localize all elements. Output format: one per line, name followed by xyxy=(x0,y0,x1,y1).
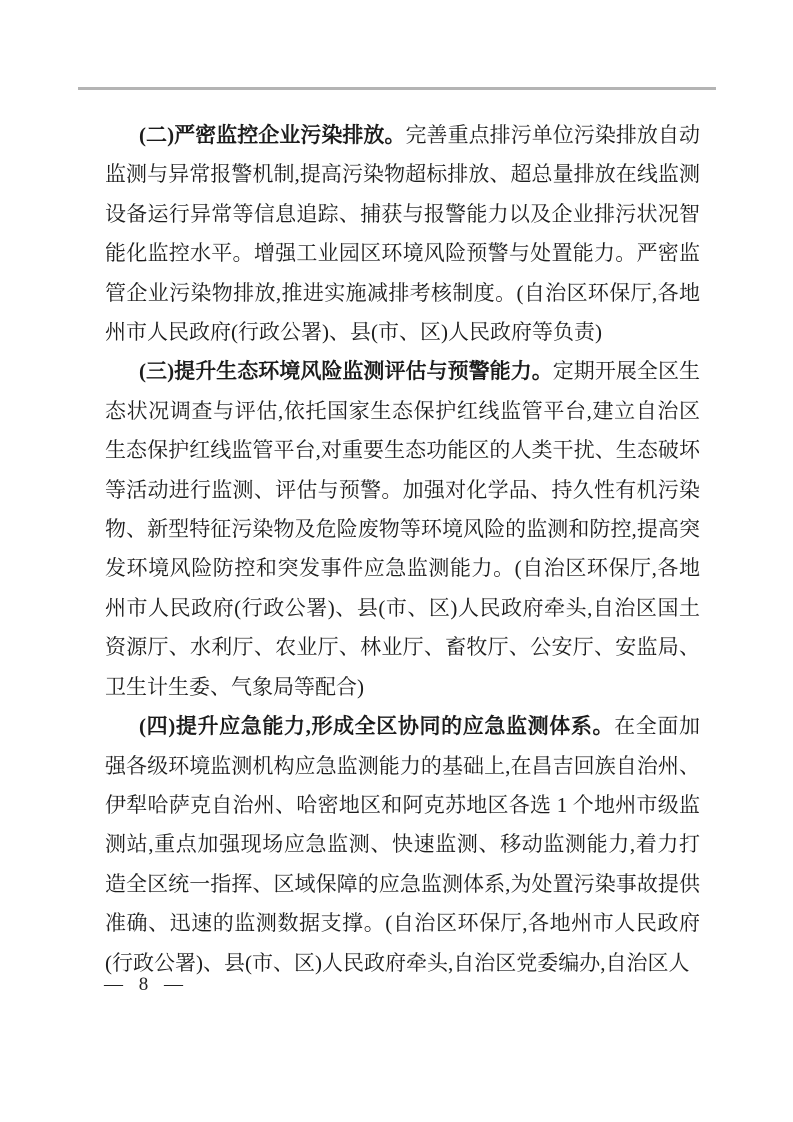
header-rule xyxy=(78,87,716,90)
paragraph-lead: (三)提升生态环境风险监测评估与预警能力。 xyxy=(139,359,553,384)
document-body xyxy=(105,116,700,983)
paragraph-lead: (四)提升应急能力,形成全区协同的应急监测体系。 xyxy=(139,714,615,739)
paragraph xyxy=(105,707,700,983)
paragraph-text: 在全面加强各级环境监测机构应急监测能力的基础上,在昌吉回族自治州、伊犁哈萨克自治州、哈密地区和阿克苏地区各选 1 个地州市级监测站,重点加强现场应急监测、快速监测、移动监测能力,着力打造全区统一指挥、区域保障的应急监测体系,为处置污染事故提供准确、迅速的监测数据支撑。(自治区环保厅,各地州市人民政府(行政公署)、县(市、区)人民政府牵头,自治区党委编办,自治区人 xyxy=(105,714,700,975)
paragraph-text: 定期开展全区生态状况调查与评估,依托国家生态保护红线监管平台,建立自治区生态保护红线监管平台,对重要生态功能区的人类干扰、生态破坏等活动进行监测、评估与预警。加强对化学品、持久性有机污染物、新型特征污染物及危险废物等环境风险的监测和防控,提高突发环境风险防控和突发事件应急监测能力。(自治区环保厅,各地州市人民政府(行政公署)、县(市、区)人民政府牵头,自治区国土资源厅、水利厅、农业厅、林业厅、畜牧厅、公安厅、安监局、卫生计生委、气象局等配合) xyxy=(105,359,700,699)
paragraph-text: 完善重点排污单位污染排放自动监测与异常报警机制,提高污染物超标排放、超总量排放在线监测设备运行异常等信息追踪、捕获与报警能力以及企业排污状况智能化监控水平。增强工业园区环境风险预警与处置能力。严密监管企业污染物排放,推进实施减排考核制度。(自治区环保厅,各地州市人民政府(行政公署)、县(市、区)人民政府等负责) xyxy=(105,123,700,345)
paragraph-lead: (二)严密监控企业污染排放。 xyxy=(139,123,406,147)
page-number: — 8 — xyxy=(104,974,184,995)
paragraph xyxy=(105,352,700,707)
paragraph xyxy=(105,116,700,352)
